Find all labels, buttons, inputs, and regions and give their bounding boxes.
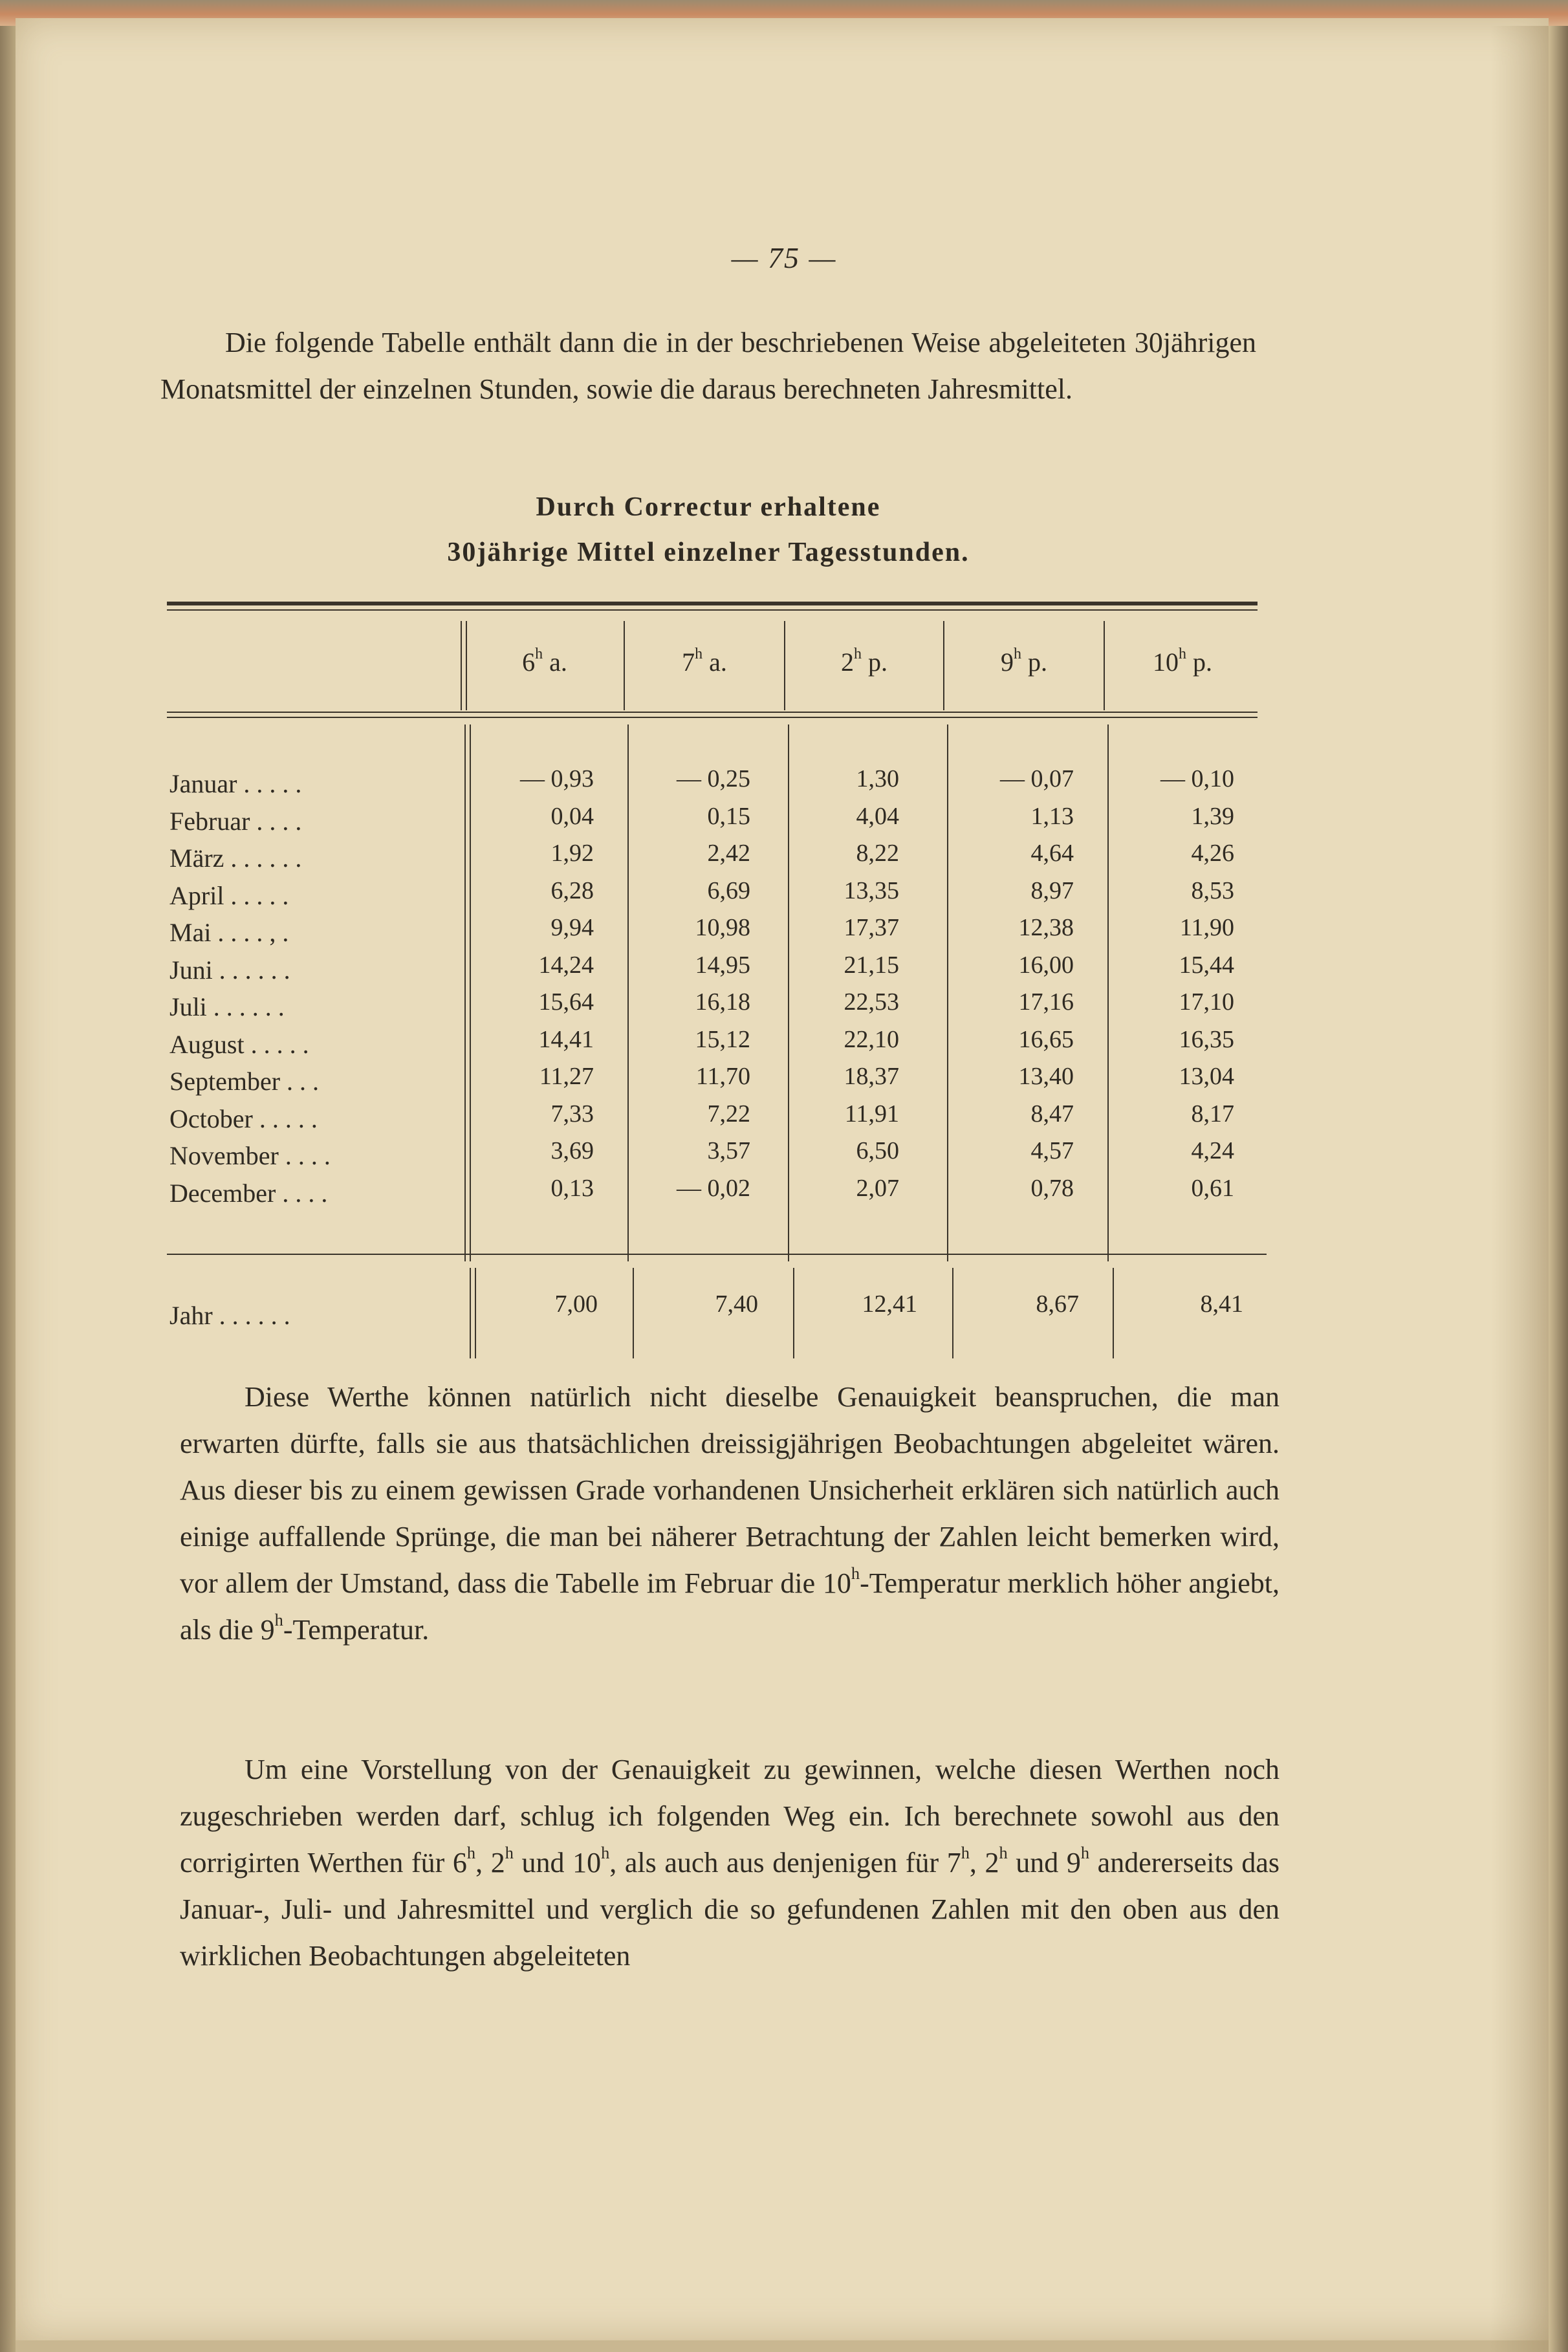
superscript: h [851, 1563, 860, 1583]
table-cell: 14,24 [538, 952, 594, 979]
header-superscript: h [1179, 645, 1186, 662]
column-header [1105, 647, 1260, 677]
header-superscript: h [535, 645, 543, 662]
page-right-edge [1549, 26, 1568, 2352]
year-cell: 7,00 [554, 1290, 598, 1318]
page-left-edge [0, 26, 16, 2352]
superscript: h [961, 1842, 970, 1862]
text-run: 10 [572, 1847, 602, 1878]
table-cell: 14,41 [538, 1026, 594, 1053]
table-cell: 4,26 [1191, 840, 1234, 867]
column-header [944, 647, 1104, 677]
month-label: Mai . . . . , . [169, 918, 289, 947]
text-run: -Temperatur merklich höher angiebt, als die [180, 1567, 1279, 1646]
table-cell: 11,90 [1179, 914, 1234, 941]
month-label: September . . . [169, 1067, 320, 1096]
header-number: 2 [841, 648, 854, 677]
superscript: h [999, 1842, 1008, 1862]
table-cell: 4,24 [1191, 1137, 1234, 1164]
table-cell: — 0,07 [1000, 765, 1074, 792]
text-run: 9 [1066, 1847, 1081, 1878]
month-label: October . . . . . [169, 1104, 318, 1133]
table-cell: 15,64 [538, 988, 594, 1016]
table-cell: 0,78 [1030, 1175, 1074, 1202]
table-cell: 8,97 [1030, 877, 1074, 904]
table-cell: 16,18 [695, 988, 750, 1016]
month-label: Januar . . . . . [169, 769, 302, 798]
month-label: Juni . . . . . . [169, 955, 290, 985]
header-superscript: h [695, 645, 703, 662]
column-header [785, 647, 943, 677]
table-cell: 16,00 [1018, 952, 1074, 979]
column-divider [461, 621, 462, 710]
text-run: , [475, 1847, 491, 1878]
table-cell: 8,22 [856, 840, 899, 867]
table-cell: 0,15 [707, 803, 750, 830]
table-cell: 14,95 [695, 952, 750, 979]
header-suffix: p. [1186, 648, 1212, 677]
table-top-rule [167, 602, 1258, 605]
table-cell: 15,44 [1179, 952, 1234, 979]
month-label: August . . . . . [169, 1030, 309, 1059]
text-run: , [969, 1847, 985, 1878]
text-run: -Temperatur. [283, 1614, 430, 1646]
header-superscript: h [854, 645, 862, 662]
table-cell: 8,17 [1191, 1100, 1234, 1127]
paragraph-3 [180, 1747, 1279, 1979]
text-run: 2 [490, 1847, 505, 1878]
month-label: März . . . . . . [169, 844, 302, 873]
header-number: 9 [1001, 648, 1014, 677]
table-cell: — 0,25 [677, 765, 750, 792]
header-bottom-rule [167, 712, 1258, 713]
table-cell: 2,07 [856, 1175, 899, 1202]
text-run: 7 [946, 1847, 961, 1878]
text-run: Um eine Vorstellung von der Genauigkeit zu gewinnen, welche diesen Werthen noch zugeschrieben werden darf, schlug ich folgenden Weg ein. Ich berechnete sowohl aus den corrigirten Werthen für [180, 1754, 1279, 1878]
text-run: Diese Werthe können natürlich nicht dieselbe Genauigkeit beanspruchen, die man erwarten dürfte, falls sie aus thatsächlichen dreissigjährigen Beobachtungen abgeleitet wären. Aus dieser bis zu einem gewissen Grade vorhandenen Unsicherheit erklären sich natürlich auch einige auffallende Sprünge, die man bei näherer Betrachtung der Zahlen leicht bemerken wird, vor allem der Umstand, dass die Tabelle im Februar die [180, 1381, 1279, 1599]
table-cell: 8,47 [1030, 1100, 1074, 1127]
table-cell: 1,92 [550, 840, 594, 867]
table-title-line-1: Durch Correctur erhaltene [536, 492, 881, 522]
header-number: 10 [1153, 648, 1179, 677]
superscript: h [601, 1842, 610, 1862]
text-run: 2 [985, 1847, 999, 1878]
table-cell: 7,22 [707, 1100, 750, 1127]
year-separator-rule [167, 1254, 1267, 1255]
table-cell: 12,38 [1018, 914, 1074, 941]
table-cell: 16,35 [1179, 1026, 1234, 1053]
table-cell: 2,42 [707, 840, 750, 867]
table-cell: 15,12 [695, 1026, 750, 1053]
table-cell: 11,27 [539, 1063, 594, 1090]
table-cell: 17,16 [1018, 988, 1074, 1016]
text-run: 10 [822, 1567, 851, 1599]
header-bottom-rule-thin [167, 717, 1258, 718]
page-number: — 75 — [731, 241, 837, 274]
header-suffix: p. [1021, 648, 1047, 677]
column-header [625, 647, 784, 677]
intro-text: Die folgende Tabelle enthält dann die in der beschriebenen Weise abgeleiteten 30jährigen Monatsmittel der einzelnen Stunden, sowie die daraus berechneten Jahresmittel. [160, 327, 1256, 405]
table-cell: 6,69 [707, 877, 750, 904]
year-cell: 12,41 [862, 1290, 917, 1318]
table-cell: 11,70 [695, 1063, 750, 1090]
text-run: und [1007, 1847, 1067, 1878]
year-cell: 7,40 [715, 1290, 758, 1318]
superscript: h [505, 1842, 514, 1862]
table-cell: 13,35 [844, 877, 899, 904]
table-cell: 9,94 [550, 914, 594, 941]
table-cell: 3,57 [707, 1137, 750, 1164]
table-cell: 4,64 [1030, 840, 1074, 867]
table-cell: 17,37 [844, 914, 899, 941]
text-run: 6 [452, 1847, 467, 1878]
header-superscript: h [1014, 645, 1021, 662]
table-cell: 1,30 [856, 765, 899, 792]
text-run: , als auch aus denjenigen für [609, 1847, 947, 1878]
month-label: April . . . . . [169, 881, 289, 910]
table-title-line-2: 30jährige Mittel einzelner Tagesstunden. [447, 538, 970, 567]
month-label: December . . . . [169, 1179, 328, 1208]
table-cell: 7,33 [550, 1100, 594, 1127]
header-number: 6 [522, 648, 536, 677]
header-suffix: a. [702, 648, 727, 677]
superscript: h [466, 1842, 476, 1862]
table-top-rule-thin [167, 609, 1258, 611]
table-cell: 11,91 [844, 1100, 899, 1127]
year-cell: 8,41 [1200, 1290, 1243, 1318]
table-cell: 0,04 [550, 803, 594, 830]
table-cell: 17,10 [1179, 988, 1234, 1016]
year-cell: 8,67 [1036, 1290, 1079, 1318]
table-cell: 4,57 [1030, 1137, 1074, 1164]
table-cell: 1,39 [1191, 803, 1234, 830]
table-cell: 3,69 [550, 1137, 594, 1164]
header-suffix: a. [543, 648, 567, 677]
table-cell: — 0,93 [520, 765, 594, 792]
table-cell: 4,04 [856, 803, 899, 830]
text-run: andererseits das Januar-, Juli- und Jahresmittel und verglich die so gefundenen Zahlen mit den oben aus den wirklichen Beobachtungen abgeleiteten [180, 1847, 1280, 1972]
table-cell: 13,40 [1018, 1063, 1074, 1090]
table-cell: 6,50 [856, 1137, 899, 1164]
table-cell: 22,53 [844, 988, 899, 1016]
year-label: Jahr . . . . . . [169, 1301, 290, 1330]
table-cell: 0,13 [550, 1175, 594, 1202]
column-header [467, 647, 622, 677]
header-number: 7 [682, 648, 695, 677]
header-suffix: p. [862, 648, 887, 677]
table-cell: 10,98 [695, 914, 750, 941]
text-run: und [513, 1847, 573, 1878]
table-cell: 1,13 [1030, 803, 1074, 830]
table-cell: — 0,02 [677, 1175, 750, 1202]
month-label: Februar . . . . [169, 807, 302, 836]
table-cell: 8,53 [1191, 877, 1234, 904]
table-cell: 22,10 [844, 1026, 899, 1053]
table-cell: 21,15 [844, 952, 899, 979]
text-run: 9 [260, 1614, 275, 1646]
table-cell: 13,04 [1179, 1063, 1234, 1090]
table-cell: 16,65 [1018, 1026, 1074, 1053]
intro-paragraph [160, 320, 1256, 413]
table-cell: 0,61 [1191, 1175, 1234, 1202]
table-cell: 18,37 [844, 1063, 899, 1090]
month-label: November . . . . [169, 1141, 331, 1170]
superscript: h [1080, 1842, 1090, 1862]
gutter-shadow [1490, 26, 1549, 2352]
month-label: Juli . . . . . . [169, 992, 285, 1021]
paragraph-2 [180, 1374, 1279, 1653]
superscript: h [274, 1609, 283, 1629]
table-cell: — 0,10 [1160, 765, 1234, 792]
table-cell: 6,28 [550, 877, 594, 904]
